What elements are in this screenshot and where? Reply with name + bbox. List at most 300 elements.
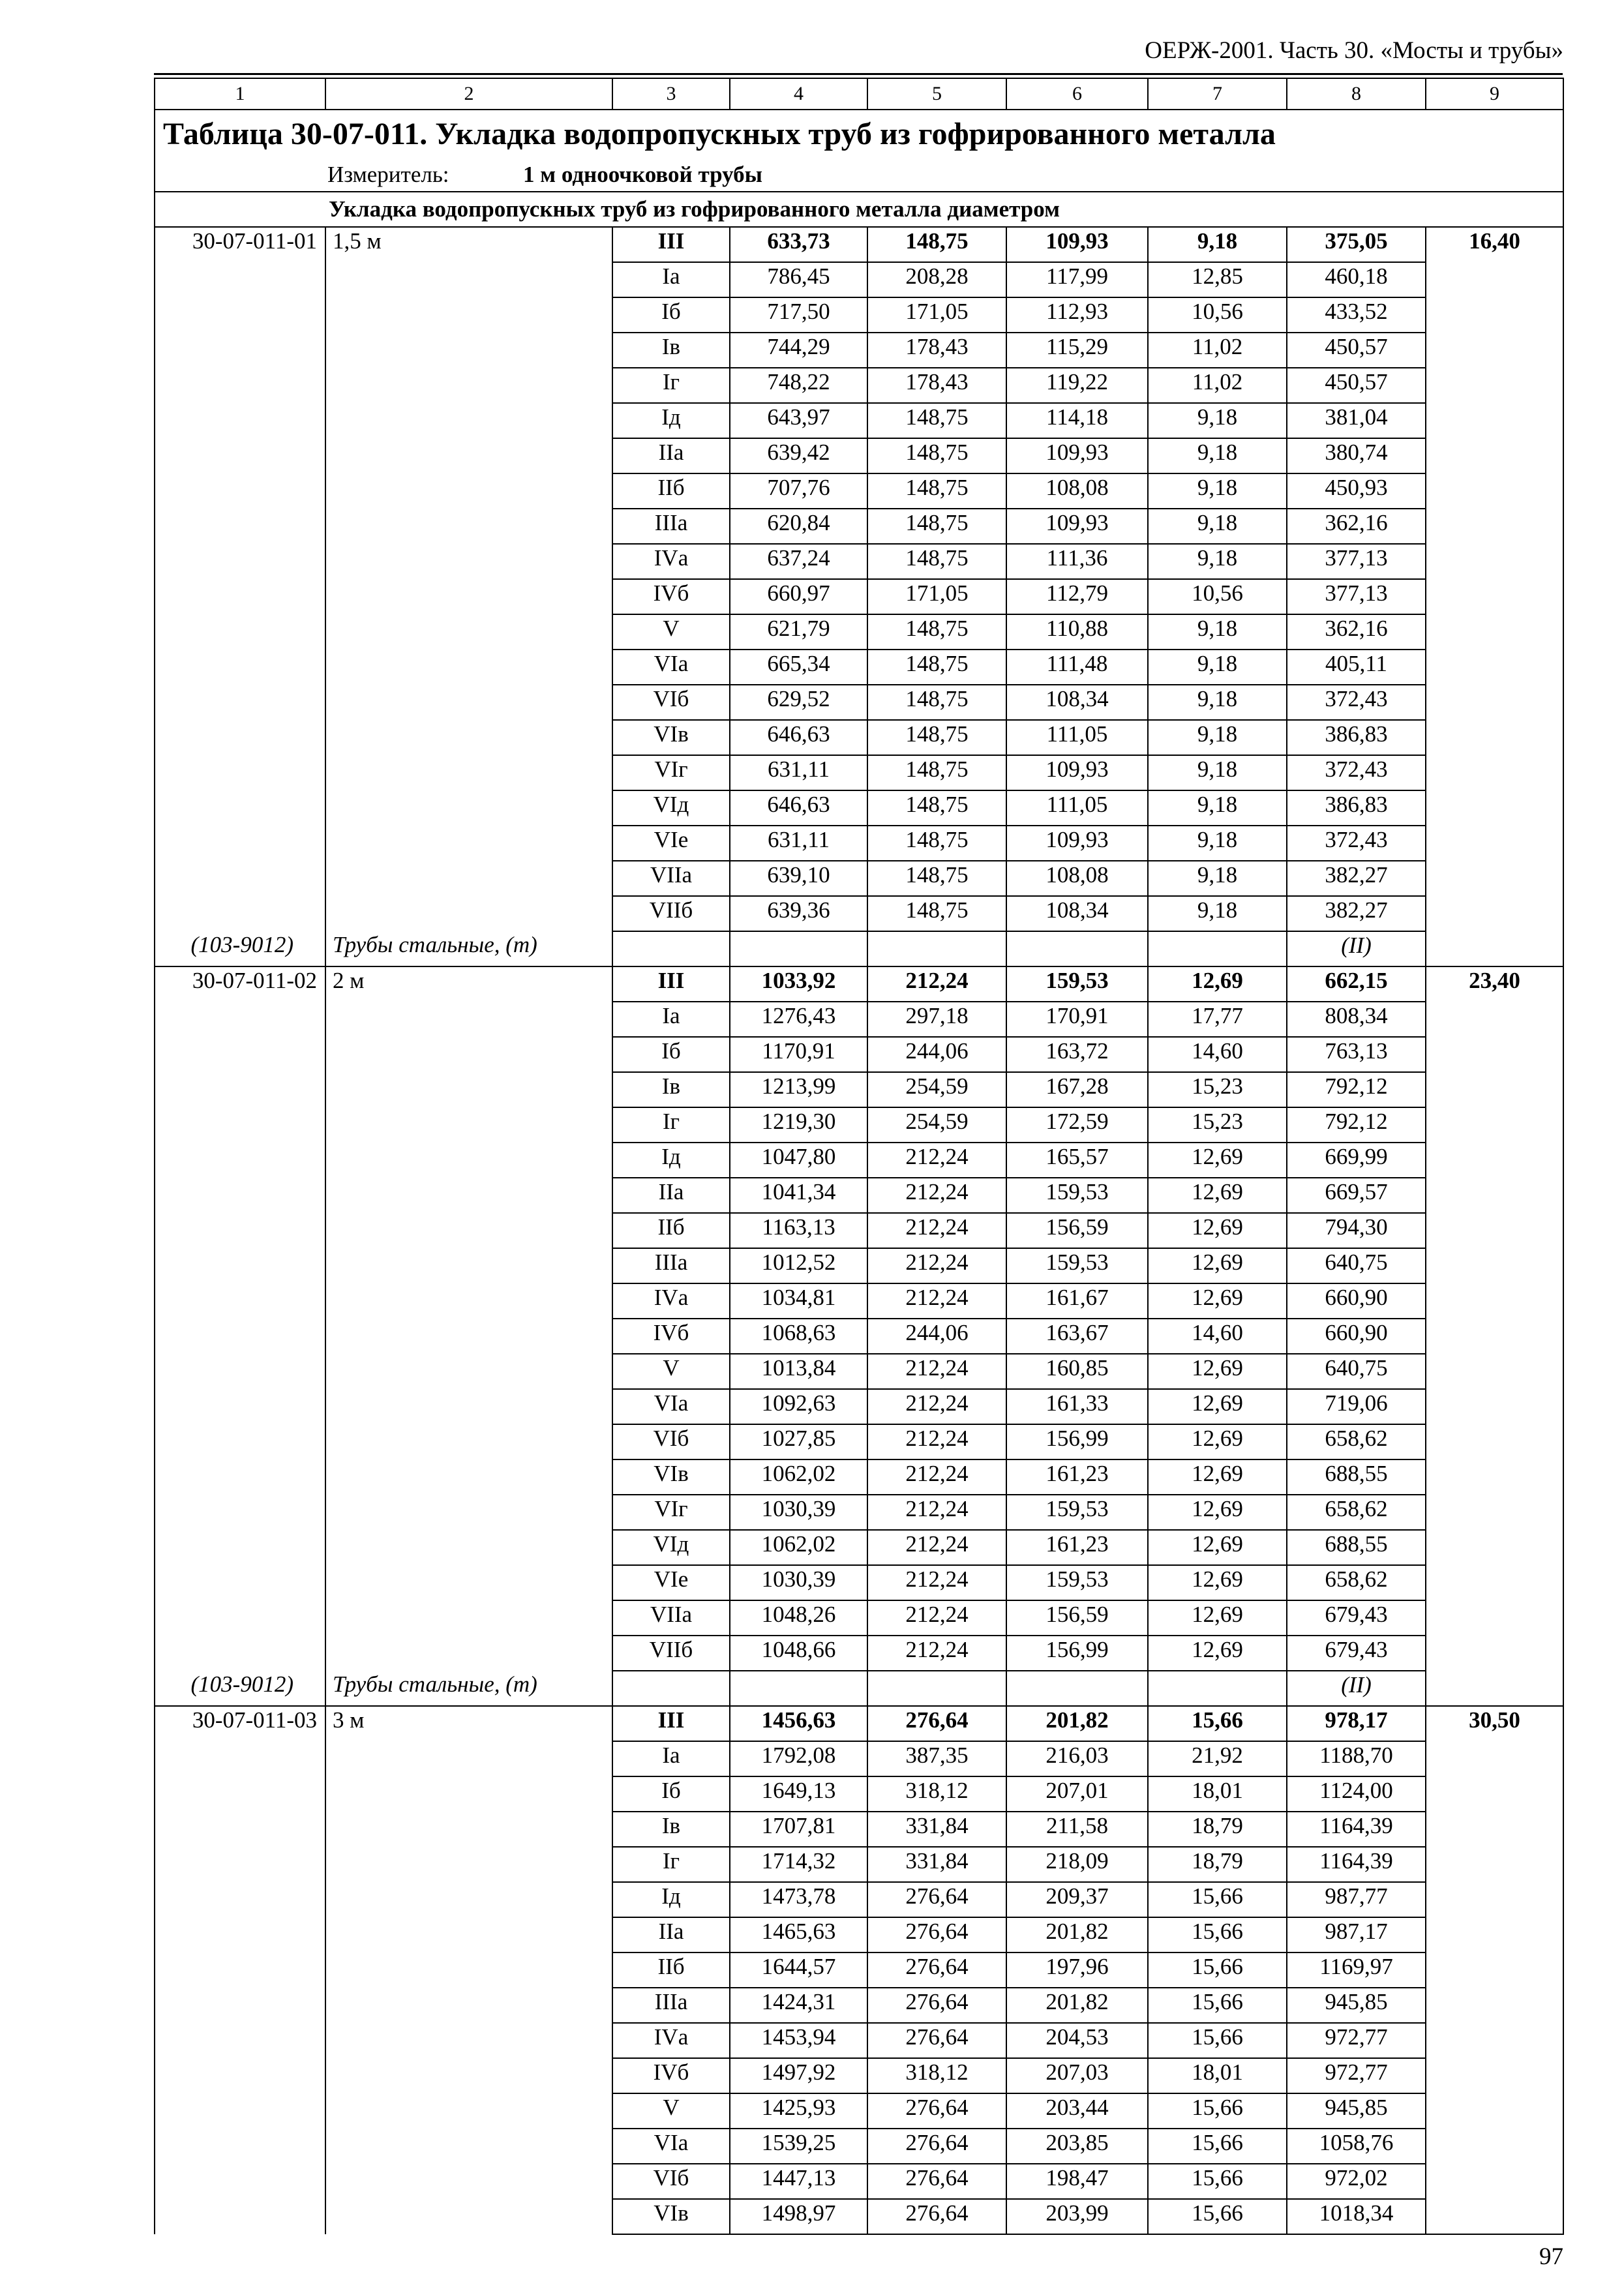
value-col8: 386,83 <box>1287 720 1426 755</box>
value-col4: 1030,39 <box>730 1495 867 1530</box>
value-col7: 9,18 <box>1148 509 1287 544</box>
value-col7: 9,18 <box>1148 861 1287 896</box>
value-col7: 9,18 <box>1148 650 1287 685</box>
value-col6: 108,08 <box>1006 861 1148 896</box>
value-col6: 201,82 <box>1006 1988 1148 2023</box>
page-number: 97 <box>1539 2243 1563 2270</box>
value-col5: 318,12 <box>867 2058 1006 2093</box>
empty-cell <box>155 1530 325 1565</box>
value-col4: 646,63 <box>730 720 867 755</box>
value-col6: 209,37 <box>1006 1882 1148 1917</box>
value-col7: 21,92 <box>1148 1741 1287 1776</box>
value-col5: 148,75 <box>867 544 1006 579</box>
value-col4: 1276,43 <box>730 1002 867 1037</box>
empty-cell <box>325 1495 612 1530</box>
value-col6: 115,29 <box>1006 333 1148 368</box>
value-col8: 792,12 <box>1287 1072 1426 1107</box>
empty-cell <box>155 1319 325 1354</box>
value-col4: 1497,92 <box>730 2058 867 2093</box>
empty-cell <box>155 297 325 333</box>
table-row <box>155 2164 1563 2199</box>
empty-cell <box>730 1671 867 1706</box>
empty-cell <box>867 1671 1006 1706</box>
value-col5: 276,64 <box>867 2164 1006 2199</box>
zone-code: Iв <box>612 1072 730 1107</box>
empty-cell <box>325 1600 612 1636</box>
value-col5: 212,24 <box>867 966 1006 1002</box>
value-col7: 12,69 <box>1148 1530 1287 1565</box>
value-col4: 1456,63 <box>730 1706 867 1741</box>
column-number: 5 <box>867 78 1006 110</box>
empty-cell <box>155 1213 325 1248</box>
value-col7: 12,69 <box>1148 1178 1287 1213</box>
value-col7: 14,60 <box>1148 1037 1287 1072</box>
empty-cell <box>155 473 325 509</box>
value-col8: 658,62 <box>1287 1495 1426 1530</box>
table-row <box>155 2129 1563 2164</box>
table-title-row <box>155 110 1563 158</box>
value-col8: 640,75 <box>1287 1354 1426 1389</box>
value-col4: 621,79 <box>730 614 867 650</box>
value-col4: 1027,85 <box>730 1424 867 1459</box>
empty-cell <box>325 1389 612 1424</box>
value-col5: 148,75 <box>867 720 1006 755</box>
value-col8: 1058,76 <box>1287 2129 1426 2164</box>
value-col5: 212,24 <box>867 1389 1006 1424</box>
empty-cell <box>325 1213 612 1248</box>
zone-code: VIв <box>612 2199 730 2234</box>
zone-code: VIIб <box>612 896 730 931</box>
value-col9: 30,50 <box>1426 1706 1563 2234</box>
value-col8: 1018,34 <box>1287 2199 1426 2234</box>
value-col4: 707,76 <box>730 473 867 509</box>
value-col7: 17,77 <box>1148 1002 1287 1037</box>
value-col4: 1473,78 <box>730 1882 867 1917</box>
table-row <box>155 1495 1563 1530</box>
value-col6: 161,67 <box>1006 1283 1148 1319</box>
table-row <box>155 1776 1563 1812</box>
value-col7: 9,18 <box>1148 403 1287 438</box>
empty-cell <box>325 1354 612 1389</box>
value-col7: 9,18 <box>1148 896 1287 931</box>
column-numbers-row <box>155 78 1563 110</box>
empty-cell <box>1148 931 1287 966</box>
empty-cell <box>155 790 325 826</box>
table-row <box>155 614 1563 650</box>
value-col5: 212,24 <box>867 1600 1006 1636</box>
value-col5: 148,75 <box>867 755 1006 790</box>
table-row <box>155 896 1563 931</box>
material-name: Трубы стальные, (т) <box>325 931 612 966</box>
empty-cell <box>155 579 325 614</box>
value-col7: 9,18 <box>1148 755 1287 790</box>
empty-cell <box>325 1952 612 1988</box>
value-col7: 12,69 <box>1148 1283 1287 1319</box>
value-col8: 386,83 <box>1287 790 1426 826</box>
value-col8: 972,02 <box>1287 2164 1426 2199</box>
value-col5: 254,59 <box>867 1107 1006 1143</box>
empty-cell <box>155 1882 325 1917</box>
value-col6: 110,88 <box>1006 614 1148 650</box>
zone-code: Iб <box>612 1037 730 1072</box>
value-col8: 380,74 <box>1287 438 1426 473</box>
empty-cell <box>155 509 325 544</box>
value-col8: 460,18 <box>1287 262 1426 297</box>
value-col8: 1164,39 <box>1287 1847 1426 1882</box>
empty-cell <box>325 1812 612 1847</box>
material-col8: (II) <box>1287 931 1426 966</box>
value-col5: 212,24 <box>867 1636 1006 1671</box>
value-col8: 450,57 <box>1287 333 1426 368</box>
value-col4: 1048,26 <box>730 1600 867 1636</box>
table-row <box>155 1107 1563 1143</box>
value-col5: 212,24 <box>867 1283 1006 1319</box>
value-col7: 12,69 <box>1148 1354 1287 1389</box>
value-col4: 1498,97 <box>730 2199 867 2234</box>
empty-cell <box>612 1671 730 1706</box>
value-col5: 212,24 <box>867 1354 1006 1389</box>
empty-cell <box>325 579 612 614</box>
value-col4: 639,42 <box>730 438 867 473</box>
value-col6: 112,79 <box>1006 579 1148 614</box>
value-col6: 163,72 <box>1006 1037 1148 1072</box>
value-col4: 1041,34 <box>730 1178 867 1213</box>
value-col5: 171,05 <box>867 579 1006 614</box>
value-col4: 1170,91 <box>730 1037 867 1072</box>
empty-cell <box>325 1107 612 1143</box>
value-col4: 1465,63 <box>730 1917 867 1952</box>
value-col5: 212,24 <box>867 1530 1006 1565</box>
value-col8: 372,43 <box>1287 685 1426 720</box>
zone-code: Iд <box>612 1143 730 1178</box>
unit-cell <box>155 158 1563 192</box>
value-col5: 148,75 <box>867 473 1006 509</box>
empty-cell <box>155 896 325 931</box>
value-col6: 170,91 <box>1006 1002 1148 1037</box>
value-col7: 12,69 <box>1148 1636 1287 1671</box>
value-col8: 405,11 <box>1287 650 1426 685</box>
value-col7: 15,66 <box>1148 2199 1287 2234</box>
zone-code: IVб <box>612 2058 730 2093</box>
value-col8: 1169,97 <box>1287 1952 1426 1988</box>
empty-cell <box>325 2199 612 2234</box>
value-col4: 1707,81 <box>730 1812 867 1847</box>
value-col4: 1048,66 <box>730 1636 867 1671</box>
value-col6: 203,85 <box>1006 2129 1148 2164</box>
value-col7: 9,18 <box>1148 614 1287 650</box>
value-col6: 112,93 <box>1006 297 1148 333</box>
value-col8: 945,85 <box>1287 1988 1426 2023</box>
diameter: 2 м <box>325 966 612 1002</box>
zone-code: Iа <box>612 1741 730 1776</box>
table-row <box>155 1565 1563 1600</box>
value-col6: 111,36 <box>1006 544 1148 579</box>
zone-code: VIIа <box>612 861 730 896</box>
empty-cell <box>155 1741 325 1776</box>
empty-cell <box>325 2023 612 2058</box>
value-col6: 161,23 <box>1006 1530 1148 1565</box>
value-col8: 1188,70 <box>1287 1741 1426 1776</box>
zone-code: IVа <box>612 2023 730 2058</box>
value-col6: 207,03 <box>1006 2058 1148 2093</box>
table-row <box>155 1319 1563 1354</box>
table-row <box>155 509 1563 544</box>
zone-code: VIб <box>612 1424 730 1459</box>
value-col5: 212,24 <box>867 1424 1006 1459</box>
value-col8: 372,43 <box>1287 755 1426 790</box>
diameter: 1,5 м <box>325 227 612 262</box>
zone-code: IVб <box>612 579 730 614</box>
zone-code: Iв <box>612 333 730 368</box>
value-col7: 12,69 <box>1148 1389 1287 1424</box>
value-col6: 111,05 <box>1006 720 1148 755</box>
zone-code: III <box>612 227 730 262</box>
zone-code: VIг <box>612 1495 730 1530</box>
empty-cell <box>325 2058 612 2093</box>
material-name: Трубы стальные, (т) <box>325 1671 612 1706</box>
unit-row <box>155 158 1563 192</box>
value-col4: 1539,25 <box>730 2129 867 2164</box>
empty-cell <box>325 333 612 368</box>
value-col6: 159,53 <box>1006 1565 1148 1600</box>
value-col6: 161,33 <box>1006 1389 1148 1424</box>
value-col6: 159,53 <box>1006 966 1148 1002</box>
empty-cell <box>155 2058 325 2093</box>
value-col8: 1124,00 <box>1287 1776 1426 1812</box>
value-col8: 1164,39 <box>1287 1812 1426 1847</box>
unit-value: 1 м одноочковой трубы <box>523 162 762 188</box>
empty-cell <box>325 1776 612 1812</box>
table-row <box>155 438 1563 473</box>
value-col8: 763,13 <box>1287 1037 1426 1072</box>
value-col4: 665,34 <box>730 650 867 685</box>
zone-code: Iг <box>612 1107 730 1143</box>
value-col7: 12,69 <box>1148 1565 1287 1600</box>
value-col8: 987,17 <box>1287 1917 1426 1952</box>
empty-cell <box>867 931 1006 966</box>
table-row <box>155 2093 1563 2129</box>
value-col8: 375,05 <box>1287 227 1426 262</box>
value-col4: 643,97 <box>730 403 867 438</box>
header-rule <box>154 73 1563 75</box>
column-number: 4 <box>730 78 867 110</box>
column-number: 8 <box>1287 78 1426 110</box>
value-col9: 16,40 <box>1426 227 1563 966</box>
value-col7: 15,66 <box>1148 1988 1287 2023</box>
value-col8: 450,93 <box>1287 473 1426 509</box>
zone-code: V <box>612 614 730 650</box>
value-col6: 111,48 <box>1006 650 1148 685</box>
value-col7: 15,66 <box>1148 2129 1287 2164</box>
zone-code: VIв <box>612 1459 730 1495</box>
empty-cell <box>155 2164 325 2199</box>
empty-cell <box>325 1988 612 2023</box>
empty-cell <box>155 1495 325 1530</box>
value-col8: 679,43 <box>1287 1636 1426 1671</box>
zone-code: Iб <box>612 1776 730 1812</box>
column-number: 2 <box>325 78 612 110</box>
empty-cell <box>155 861 325 896</box>
value-col5: 148,75 <box>867 438 1006 473</box>
value-col4: 1649,13 <box>730 1776 867 1812</box>
table-row <box>155 1143 1563 1178</box>
value-col5: 276,64 <box>867 1882 1006 1917</box>
value-col6: 156,99 <box>1006 1424 1148 1459</box>
empty-cell <box>325 1882 612 1917</box>
value-col4: 646,63 <box>730 790 867 826</box>
empty-cell <box>155 1812 325 1847</box>
empty-cell <box>155 755 325 790</box>
empty-cell <box>325 1178 612 1213</box>
zone-code: III <box>612 1706 730 1741</box>
value-col4: 1068,63 <box>730 1319 867 1354</box>
value-col5: 208,28 <box>867 262 1006 297</box>
empty-cell <box>155 1002 325 1037</box>
table-row <box>155 650 1563 685</box>
value-col8: 987,77 <box>1287 1882 1426 1917</box>
empty-cell <box>155 1952 325 1988</box>
value-col7: 18,01 <box>1148 1776 1287 1812</box>
table-row <box>155 1248 1563 1283</box>
empty-cell <box>325 614 612 650</box>
value-col4: 1062,02 <box>730 1530 867 1565</box>
empty-cell <box>155 1636 325 1671</box>
empty-cell <box>1006 1671 1148 1706</box>
value-col5: 212,24 <box>867 1143 1006 1178</box>
table-row <box>155 227 1563 262</box>
empty-cell <box>325 1636 612 1671</box>
empty-cell <box>325 1143 612 1178</box>
value-col6: 204,53 <box>1006 2023 1148 2058</box>
zone-code: VIб <box>612 685 730 720</box>
column-number: 9 <box>1426 78 1563 110</box>
value-col5: 212,24 <box>867 1248 1006 1283</box>
value-col6: 165,57 <box>1006 1143 1148 1178</box>
table-row <box>155 297 1563 333</box>
value-col6: 198,47 <box>1006 2164 1148 2199</box>
value-col7: 15,66 <box>1148 1917 1287 1952</box>
zone-code: Iв <box>612 1812 730 1847</box>
empty-cell <box>155 1389 325 1424</box>
value-col4: 629,52 <box>730 685 867 720</box>
empty-cell <box>325 685 612 720</box>
empty-cell <box>155 614 325 650</box>
empty-cell <box>325 1072 612 1107</box>
table-row <box>155 1741 1563 1776</box>
table-row <box>155 790 1563 826</box>
empty-cell <box>325 826 612 861</box>
section-row <box>155 192 1563 227</box>
value-col8: 372,43 <box>1287 826 1426 861</box>
value-col5: 171,05 <box>867 297 1006 333</box>
value-col6: 108,34 <box>1006 685 1148 720</box>
empty-cell <box>155 685 325 720</box>
table-row <box>155 1636 1563 1671</box>
value-col4: 1012,52 <box>730 1248 867 1283</box>
empty-cell <box>325 2129 612 2164</box>
value-col8: 719,06 <box>1287 1389 1426 1424</box>
value-col7: 18,79 <box>1148 1847 1287 1882</box>
empty-cell <box>155 1988 325 2023</box>
value-col4: 660,97 <box>730 579 867 614</box>
value-col5: 148,75 <box>867 227 1006 262</box>
value-col4: 631,11 <box>730 826 867 861</box>
empty-cell <box>325 368 612 403</box>
table-row <box>155 826 1563 861</box>
diameter: 3 м <box>325 1706 612 1741</box>
table-row <box>155 1283 1563 1319</box>
empty-cell <box>1006 931 1148 966</box>
value-col6: 111,05 <box>1006 790 1148 826</box>
value-col8: 794,30 <box>1287 1213 1426 1248</box>
zone-code: VIд <box>612 1530 730 1565</box>
table-row <box>155 262 1563 297</box>
value-col7: 15,23 <box>1148 1107 1287 1143</box>
empty-cell <box>325 896 612 931</box>
value-col6: 109,93 <box>1006 438 1148 473</box>
value-col8: 688,55 <box>1287 1459 1426 1495</box>
zone-code: VIIа <box>612 1600 730 1636</box>
empty-cell <box>155 720 325 755</box>
value-col5: 318,12 <box>867 1776 1006 1812</box>
value-col5: 148,75 <box>867 614 1006 650</box>
value-col7: 9,18 <box>1148 473 1287 509</box>
value-col5: 148,75 <box>867 790 1006 826</box>
table-row <box>155 1037 1563 1072</box>
empty-cell <box>155 2023 325 2058</box>
zone-code: Iа <box>612 262 730 297</box>
empty-cell <box>325 720 612 755</box>
value-col7: 12,69 <box>1148 966 1287 1002</box>
empty-cell <box>325 297 612 333</box>
zone-code: VIIб <box>612 1636 730 1671</box>
value-col4: 1033,92 <box>730 966 867 1002</box>
empty-cell <box>325 509 612 544</box>
value-col5: 244,06 <box>867 1037 1006 1072</box>
table-row <box>155 1389 1563 1424</box>
value-col6: 108,08 <box>1006 473 1148 509</box>
empty-cell <box>155 1847 325 1882</box>
table-row <box>155 2058 1563 2093</box>
norm-code: 30-07-011-03 <box>155 1706 325 1741</box>
zone-code: VIв <box>612 720 730 755</box>
value-col6: 207,01 <box>1006 1776 1148 1812</box>
table-row <box>155 755 1563 790</box>
value-col7: 15,66 <box>1148 1882 1287 1917</box>
value-col6: 211,58 <box>1006 1812 1148 1847</box>
value-col6: 114,18 <box>1006 403 1148 438</box>
empty-cell <box>325 1319 612 1354</box>
value-col4: 1092,63 <box>730 1389 867 1424</box>
value-col8: 808,34 <box>1287 1002 1426 1037</box>
empty-cell <box>155 368 325 403</box>
value-col8: 362,16 <box>1287 509 1426 544</box>
value-col6: 216,03 <box>1006 1741 1148 1776</box>
zone-code: VIа <box>612 650 730 685</box>
empty-cell <box>155 1037 325 1072</box>
value-col5: 331,84 <box>867 1812 1006 1847</box>
value-col5: 276,64 <box>867 2199 1006 2234</box>
value-col7: 12,85 <box>1148 262 1287 297</box>
value-col6: 201,82 <box>1006 1706 1148 1741</box>
value-col5: 244,06 <box>867 1319 1006 1354</box>
zone-code: VIб <box>612 2164 730 2199</box>
value-col8: 972,77 <box>1287 2058 1426 2093</box>
table-title: Таблица 30-07-011. Укладка водопропускных труб из гофрированного металла <box>155 110 1563 158</box>
empty-cell <box>1148 1671 1287 1706</box>
value-col6: 109,93 <box>1006 826 1148 861</box>
zone-code: IIа <box>612 1917 730 1952</box>
